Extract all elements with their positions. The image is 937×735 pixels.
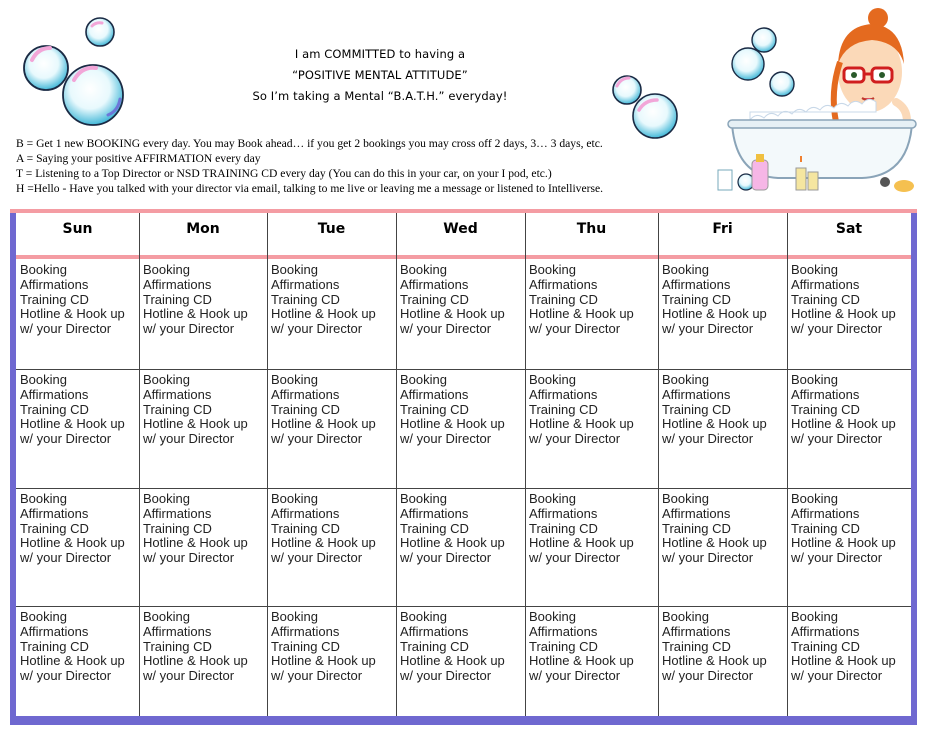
cell-task-line: w/ your Director [20,550,112,566]
cell-task-line: w/ your Director [791,668,883,684]
cell-task-line: Training CD [271,638,340,654]
cell-task-line: Booking [791,262,838,277]
day-cell [271,263,376,337]
cell-task-line: Affirmations [791,276,860,292]
cell-task-line: Booking [271,262,318,277]
cell-task-line: Affirmations [143,386,212,402]
cell-task-line: Hotline & Hook up [529,653,634,669]
cell-task-line: Affirmations [400,276,469,292]
cell-task-line: Hotline & Hook up [20,535,125,551]
day-cell [400,492,505,566]
cell-task-line: Booking [271,372,318,387]
bath-legend [16,136,603,196]
cell-task-line: Hotline & Hook up [400,416,505,432]
calendar-header-rule [16,255,911,259]
cell-task-line: w/ your Director [791,550,883,566]
cell-task-line: w/ your Director [662,550,754,566]
cell-task-line: Hotline & Hook up [662,306,767,322]
day-cell [791,492,896,566]
cell-task-line: Training CD [529,291,598,307]
cell-task-line: Affirmations [400,623,469,639]
cell-task-line: Hotline & Hook up [662,416,767,432]
day-cell [529,263,634,337]
cell-task-line: Hotline & Hook up [791,535,896,551]
cell-task-line: w/ your Director [271,550,363,566]
bubbles-icon [18,10,138,130]
legend-t: T = Listening to a Top Director or NSD TRAINING CD every day (You can do this in your car, on your I pod, etc.) [16,167,552,180]
cell-task-line: Training CD [662,291,731,307]
cell-task-line: w/ your Director [271,668,363,684]
cell-task-line: Training CD [271,291,340,307]
cell-task-line: Training CD [20,638,89,654]
day-header-tue: Tue [317,221,346,237]
cell-task-line: Booking [529,262,576,277]
day-cell [271,373,376,447]
cell-task-line: Affirmations [529,623,598,639]
cell-task-line: Training CD [791,520,860,536]
cell-task-line: Hotline & Hook up [529,306,634,322]
cell-task-line: w/ your Director [529,321,621,337]
cell-task-line: Training CD [143,291,212,307]
cell-task-line: Affirmations [662,623,731,639]
cell-task-line: Hotline & Hook up [791,653,896,669]
cell-task-line: Booking [20,609,67,624]
cell-task-line: w/ your Director [143,321,235,337]
day-cell [662,373,767,447]
cell-task-line: Affirmations [400,505,469,521]
day-cell [791,263,896,337]
day-cell [143,263,248,337]
header-title [230,44,530,107]
cell-task-line: Hotline & Hook up [271,653,376,669]
cell-task-line: Training CD [400,401,469,417]
day-header-mon: Mon [186,221,220,237]
column-divider [787,213,788,716]
cell-task-line: w/ your Director [400,431,492,447]
cell-task-line: w/ your Director [529,550,621,566]
cell-task-line: Training CD [662,520,731,536]
cell-task-line: Booking [529,491,576,506]
cell-task-line: Affirmations [20,505,89,521]
row-divider [16,488,911,489]
cell-task-line: w/ your Director [400,321,492,337]
cell-task-line: Affirmations [271,623,340,639]
cell-task-line: Hotline & Hook up [662,535,767,551]
cell-task-line: Training CD [529,638,598,654]
cell-task-line: Training CD [143,520,212,536]
day-header-wed: Wed [443,221,478,237]
cell-task-line: Affirmations [271,276,340,292]
cell-task-line: Training CD [400,638,469,654]
cell-task-line: Hotline & Hook up [662,653,767,669]
day-cell [791,373,896,447]
cell-task-line: Booking [20,491,67,506]
cell-task-line: Training CD [271,520,340,536]
cell-task-line: Booking [143,491,190,506]
day-cell [529,610,634,684]
cell-task-line: w/ your Director [20,431,112,447]
cell-task-line: Affirmations [400,386,469,402]
cell-task-line: w/ your Director [529,431,621,447]
cell-task-line: Hotline & Hook up [791,306,896,322]
cell-task-line: Affirmations [20,623,89,639]
cell-task-line: Training CD [400,291,469,307]
bubbles-icon [605,72,683,142]
cell-task-line: Hotline & Hook up [529,535,634,551]
cell-task-line: Affirmations [271,386,340,402]
cell-task-line: Affirmations [662,276,731,292]
day-cell [662,610,767,684]
cell-task-line: Affirmations [791,505,860,521]
cell-task-line: w/ your Director [143,668,235,684]
day-header-sat: Sat [835,221,863,237]
cell-task-line: Booking [662,262,709,277]
cell-task-line: Affirmations [529,276,598,292]
day-cell [400,610,505,684]
cell-task-line: Affirmations [662,505,731,521]
row-divider [16,369,911,370]
cell-task-line: Affirmations [791,623,860,639]
day-cell [529,492,634,566]
day-cell [20,373,125,447]
day-cell [20,492,125,566]
cell-task-line: Booking [791,609,838,624]
header-line-3: So I’m taking a Mental “B.A.T.H.” everyday! [252,89,508,103]
cell-task-line: Booking [662,372,709,387]
day-cell [20,263,125,337]
cell-task-line: Hotline & Hook up [529,416,634,432]
cell-task-line: Training CD [143,401,212,417]
cell-task-line: Hotline & Hook up [20,653,125,669]
cell-task-line: Affirmations [791,386,860,402]
woman-in-bathtub-icon [710,2,920,202]
day-cell [791,610,896,684]
cell-task-line: Hotline & Hook up [400,653,505,669]
cell-task-line: Hotline & Hook up [143,306,248,322]
day-cell [271,492,376,566]
column-divider [396,213,397,716]
cell-task-line: Booking [662,491,709,506]
cell-task-line: w/ your Director [20,668,112,684]
cell-task-line: Booking [143,609,190,624]
cell-task-line: Affirmations [529,386,598,402]
day-cell [20,610,125,684]
cell-task-line: Training CD [20,401,89,417]
cell-task-line: Training CD [20,291,89,307]
cell-task-line: Booking [143,372,190,387]
cell-task-line: Hotline & Hook up [20,306,125,322]
cell-task-line: Booking [529,372,576,387]
cell-task-line: w/ your Director [143,431,235,447]
cell-task-line: w/ your Director [400,550,492,566]
day-cell [271,610,376,684]
cell-task-line: Booking [20,262,67,277]
cell-task-line: Hotline & Hook up [143,535,248,551]
cell-task-line: w/ your Director [529,668,621,684]
cell-task-line: Booking [271,491,318,506]
cell-task-line: Affirmations [143,276,212,292]
cell-task-line: Training CD [529,401,598,417]
day-cell [662,492,767,566]
cell-task-line: w/ your Director [271,431,363,447]
cell-task-line: Affirmations [529,505,598,521]
cell-task-line: Affirmations [271,505,340,521]
cell-task-line: Hotline & Hook up [791,416,896,432]
cell-task-line: Training CD [791,291,860,307]
cell-task-line: Booking [143,262,190,277]
cell-task-line: Hotline & Hook up [143,416,248,432]
header-line-2: “POSITIVE MENTAL ATTITUDE” [292,68,468,82]
cell-task-line: Booking [529,609,576,624]
day-cell [400,373,505,447]
cell-task-line: Training CD [662,401,731,417]
cell-task-line: Training CD [400,520,469,536]
cell-task-line: w/ your Director [20,321,112,337]
cell-task-line: Training CD [143,638,212,654]
cell-task-line: Hotline & Hook up [400,306,505,322]
cell-task-line: w/ your Director [143,550,235,566]
cell-task-line: Affirmations [143,505,212,521]
cell-task-line: Hotline & Hook up [143,653,248,669]
column-divider [139,213,140,716]
column-divider [658,213,659,716]
calendar-top-rule [10,209,917,213]
cell-task-line: Booking [400,609,447,624]
cell-task-line: Hotline & Hook up [400,535,505,551]
cell-task-line: Affirmations [662,386,731,402]
day-cell [529,373,634,447]
day-cell [400,263,505,337]
weekly-calendar [10,209,917,725]
cell-task-line: Training CD [791,401,860,417]
cell-task-line: w/ your Director [271,321,363,337]
day-cell [143,373,248,447]
cell-task-line: Training CD [662,638,731,654]
cell-task-line: Hotline & Hook up [271,416,376,432]
cell-task-line: w/ your Director [662,668,754,684]
cell-task-line: Training CD [20,520,89,536]
cell-task-line: Training CD [271,401,340,417]
day-cell [143,492,248,566]
column-divider [267,213,268,716]
cell-task-line: Affirmations [143,623,212,639]
cell-task-line: Affirmations [20,276,89,292]
row-divider [16,606,911,607]
cell-task-line: Hotline & Hook up [20,416,125,432]
cell-task-line: w/ your Director [791,321,883,337]
cell-task-line: Hotline & Hook up [271,306,376,322]
day-header-sun: Sun [62,221,93,237]
cell-task-line: Booking [400,491,447,506]
legend-a: A = Saying your positive AFFIRMATION every day [16,152,261,165]
cell-task-line: w/ your Director [400,668,492,684]
cell-task-line: Booking [20,372,67,387]
cell-task-line: w/ your Director [791,431,883,447]
cell-task-line: w/ your Director [662,321,754,337]
day-cell [143,610,248,684]
header-line-1: I am COMMITTED to having a [294,47,466,61]
cell-task-line: w/ your Director [662,431,754,447]
cell-task-line: Booking [400,372,447,387]
day-cell [662,263,767,337]
cell-task-line: Training CD [791,638,860,654]
legend-b: B = Get 1 new BOOKING every day. You may Book ahead… if you get 2 bookings you may cross off 2 days, 3… 3 days, etc. [16,137,603,150]
cell-task-line: Hotline & Hook up [271,535,376,551]
cell-task-line: Booking [662,609,709,624]
cell-task-line: Booking [791,372,838,387]
legend-h: H =Hello - Have you talked with your director via email, talking to me live or leaving me a message or listened to Intelliverse. [16,182,604,195]
cell-task-line: Booking [791,491,838,506]
cell-task-line: Training CD [529,520,598,536]
day-header-thu: Thu [576,221,607,237]
cell-task-line: Booking [400,262,447,277]
column-divider [525,213,526,716]
cell-task-line: Booking [271,609,318,624]
day-header-fri: Fri [712,221,733,237]
cell-task-line: Affirmations [20,386,89,402]
